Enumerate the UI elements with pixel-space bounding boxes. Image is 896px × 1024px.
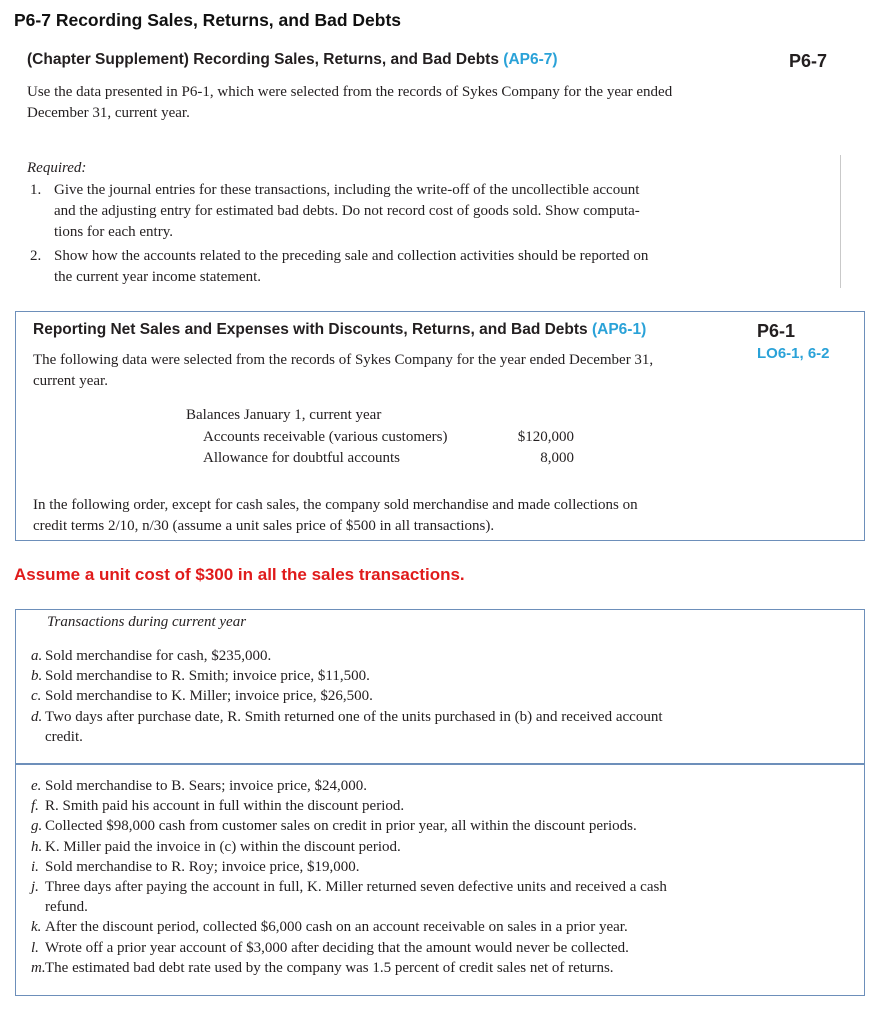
transaction-text: Wrote off a prior year account of $3,000 after deciding that the amount would never be collected. — [45, 939, 629, 956]
transaction-text: After the discount period, collected $6,000 cash on an account receivable on sales in a prior year. — [45, 919, 628, 936]
balance-row — [203, 448, 574, 469]
transaction-text: The estimated bad debt rate used by the company was 1.5 percent of credit sales net of returns. — [45, 959, 614, 976]
transaction-text: Sold merchandise to R. Roy; invoice price, $19,000. — [45, 858, 360, 875]
transaction-letter: i. — [31, 858, 39, 875]
transaction-line — [31, 666, 751, 686]
transaction-letter: b. — [31, 668, 43, 685]
order-line: credit terms 2/10, n/30 (assume a unit sales price of $500 in all transactions). — [33, 518, 495, 534]
p6-1-heading-text: Reporting Net Sales and Expenses with Discounts, Returns, and Bad Debts — [33, 321, 588, 338]
requirement-line: the current year income statement. — [54, 269, 261, 285]
transaction-text: R. Smith paid his account in full within the discount period. — [45, 798, 405, 815]
requirement-1 — [30, 180, 820, 243]
transaction-line — [31, 686, 751, 706]
requirement-number: 1. — [30, 182, 42, 198]
transaction-line — [31, 938, 771, 958]
transaction-letter: g. — [31, 818, 43, 835]
p6-1-number: P6-1 — [757, 321, 796, 341]
transaction-item — [31, 776, 771, 796]
transaction-letter: a. — [31, 648, 43, 664]
p6-1-intro-line: The following data were selected from the records of Sykes Company for the year ended December 31, — [33, 352, 654, 368]
transaction-text: Sold merchandise to K. Miller; invoice price, $26,500. — [45, 688, 373, 705]
transaction-item — [31, 707, 751, 747]
transaction-letter: c. — [31, 688, 42, 705]
transaction-item — [31, 646, 751, 666]
requirement-line: tions for each entry. — [54, 224, 173, 240]
balance-row — [203, 427, 574, 448]
transaction-text: K. Miller paid the invoice in (c) within the discount period. — [45, 838, 401, 855]
requirement-2 — [30, 246, 820, 288]
transaction-item — [31, 796, 771, 816]
p6-7-intro-line: Use the data presented in P6-1, which were selected from the records of Sykes Company for the year ended — [27, 84, 673, 100]
transaction-text: Two days after purchase date, R. Smith returned one of the units purchased in (b) and received account — [45, 708, 663, 725]
transaction-line: credit. — [45, 728, 83, 745]
transaction-text: Collected $98,000 cash from customer sales on credit in prior year, all within the discount periods. — [45, 818, 637, 835]
transactions-heading: Transactions during current year — [47, 614, 247, 630]
required-label: Required: — [27, 160, 87, 176]
requirement-line: and the adjusting entry for estimated bad debts. Do not record cost of goods sold. Show computa- — [54, 203, 640, 219]
transactions-list-2 — [31, 776, 771, 978]
transaction-line — [31, 796, 771, 816]
transaction-letter: h. — [31, 838, 43, 855]
p6-1-intro-line: current year. — [33, 373, 108, 389]
transaction-line — [31, 837, 771, 857]
transaction-text: Sold merchandise to B. Sears; invoice price, $24,000. — [45, 778, 368, 794]
p6-1-intro — [33, 350, 743, 392]
order-line: In the following order, except for cash sales, the company sold merchandise and made collections on — [33, 497, 638, 513]
balance-label: Accounts receivable (various customers) — [203, 429, 448, 445]
transaction-item — [31, 857, 771, 877]
transaction-line — [31, 816, 771, 836]
transaction-item — [31, 686, 751, 706]
p6-7-number: P6-7 — [789, 51, 828, 71]
transaction-line: refund. — [45, 899, 88, 916]
requirement-number: 2. — [30, 248, 42, 264]
transaction-letter: m. — [31, 959, 46, 976]
p6-1-ap-ref: (AP6-1) — [591, 321, 647, 338]
balance-amount: 8,000 — [540, 450, 574, 466]
margin-rule — [840, 155, 841, 288]
transaction-item — [31, 917, 771, 937]
transaction-line — [31, 707, 751, 727]
page-title: P6-7 Recording Sales, Returns, and Bad Debts — [14, 10, 402, 30]
transaction-item — [31, 958, 771, 978]
transaction-letter: l. — [31, 939, 39, 956]
transaction-letter: d. — [31, 708, 43, 725]
transaction-item — [31, 938, 771, 958]
p6-7-ap-ref: (AP6-7) — [503, 51, 558, 68]
transaction-text: Sold merchandise for cash, $235,000. — [45, 648, 272, 664]
transactions-list-1 — [31, 646, 751, 747]
transaction-text: Sold merchandise to R. Smith; invoice price, $11,500. — [45, 668, 370, 685]
p6-7-heading-text: (Chapter Supplement) Recording Sales, Returns, and Bad Debts — [27, 51, 499, 68]
unit-cost-note: Assume a unit cost of $300 in all the sales transactions. — [14, 565, 465, 584]
transaction-item — [31, 816, 771, 836]
transaction-letter: k. — [31, 919, 42, 936]
transaction-letter: j. — [31, 879, 39, 896]
transaction-letter: f. — [31, 798, 39, 815]
transaction-line — [31, 646, 751, 666]
transaction-line — [31, 958, 771, 978]
transaction-line — [31, 857, 771, 877]
transaction-item — [31, 666, 751, 686]
transaction-text: Three days after paying the account in full, K. Miller returned seven defective units and received a cash — [45, 879, 667, 896]
transaction-line — [31, 917, 771, 937]
transaction-letter: e. — [31, 778, 42, 794]
requirement-line: Show how the accounts related to the preceding sale and collection activities should be reported on — [54, 248, 649, 264]
transaction-item — [31, 837, 771, 857]
requirement-line: Give the journal entries for these transactions, including the write-off of the uncollectible account — [54, 182, 640, 198]
transaction-item — [31, 877, 771, 917]
balances-heading: Balances January 1, current year — [186, 407, 382, 423]
p6-1-lo-ref: LO6-1, 6-2 — [757, 345, 830, 362]
p6-1-order-text — [33, 495, 833, 537]
balance-amount: $120,000 — [517, 429, 574, 445]
balance-label: Allowance for doubtful accounts — [203, 450, 401, 466]
p6-7-intro — [27, 82, 827, 124]
transaction-line — [31, 776, 771, 796]
transaction-line — [31, 877, 771, 897]
p6-1-heading — [33, 321, 646, 339]
balances-table — [203, 427, 574, 469]
p6-7-intro-line: December 31, current year. — [27, 105, 190, 121]
p6-7-heading — [27, 51, 558, 69]
